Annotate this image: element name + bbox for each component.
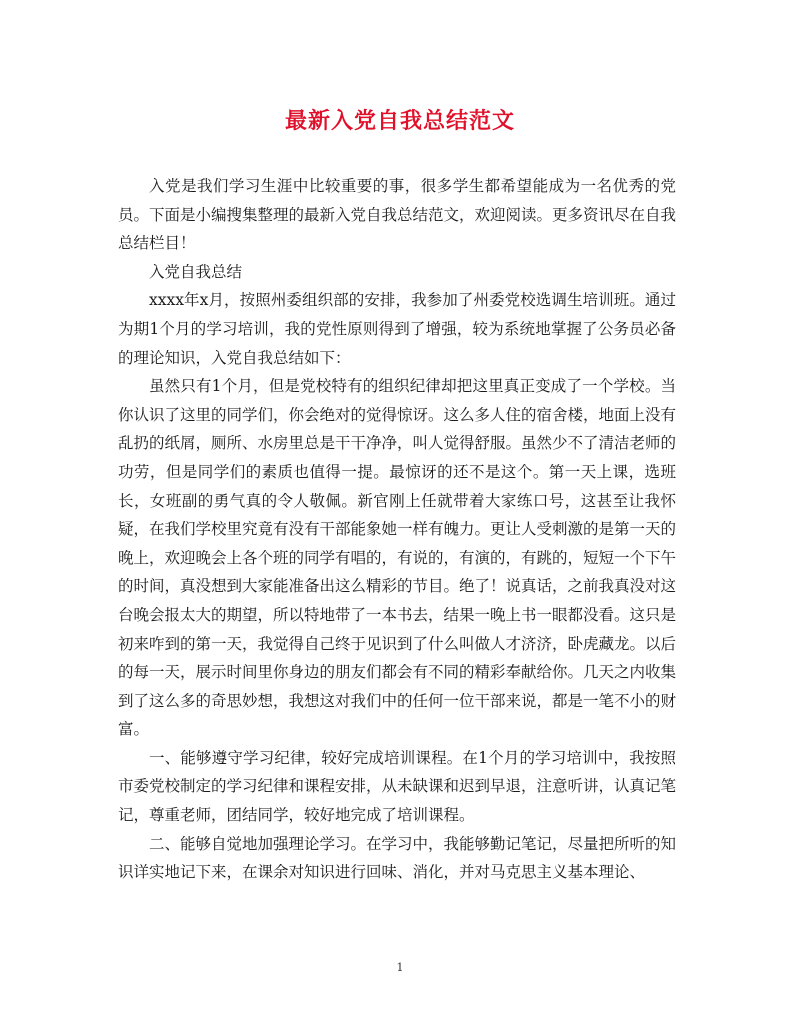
page-number: 1 — [396, 961, 404, 974]
document-body — [118, 172, 676, 887]
body-paragraph: 虽然只有1个月，但是党校特有的组织纪律却把这里真正变成了一个学校。当你认识了这里的同学们，你会绝对的觉得惊讶。这么多人住的宿舍楼，地面上没有乱扔的纸屑，厕所、水房里总是干干净净，叫人觉得舒服。虽然少不了清洁老师的功劳，但是同学们的素质也值得一提。最惊讶的还不是这个。第一天上课，选班长，女班副的勇气真的令人敬佩。新官刚上任就带着大家练口号，这甚至让我怀疑，在我们学校里究竟有没有干部能象她一样有魄力。更让人受刺激的是第一天的晚上，欢迎晚会上各个班的同学有唱的，有说的，有演的，有跳的，短短一个下午的时间，真没想到大家能准备出这么精彩的节目。绝了！说真话，之前我真没对这台晚会报太大的期望，所以特地带了一本书去，结果一晚上书一眼都没看。这只是初来咋到的第一天，我觉得自己终于见识到了什么叫做人才济济，卧虎藏龙。以后的每一天，展示时间里你身边的朋友们都会有不同的精彩奉献给你。几天之内收集到了这么多的奇思妙想，我想这对我们中的任何一位干部来说，都是一笔不小的财富。 — [118, 377, 677, 739]
body-paragraph: 一、能够遵守学习纪律，较好完成培训课程。在1个月的学习培训中，我按照市委党校制定的学习纪律和课程安排，从未缺课和迟到早退，注意听讲，认真记笔记，尊重老师，团结同学，较好地完成了培训课程。 — [118, 748, 677, 825]
body-paragraph: xxxx年x月，按照州委组织部的安排，我参加了州委党校选调生培训班。通过为期1个月的学习培训，我的党性原则得到了增强，较为系统地掌握了公务员必备的理论知识，入党自我总结如下： — [118, 291, 676, 367]
document-title: 最新入党自我总结范文 — [284, 108, 515, 134]
section-heading: 入党自我总结 — [149, 262, 243, 281]
intro-paragraph: 入党是我们学习生涯中比较重要的事，很多学生都希望能成为一名优秀的党员。下面是小编搜集整理的最新入党自我总结范文，欢迎阅读。更多资讯尽在自我总结栏目！ — [118, 177, 677, 253]
body-paragraph: 二、能够自觉地加强理论学习。在学习中，我能够勤记笔记，尽量把所听的知识详实地记下来，在课余对知识进行回味、消化，并对马克思主义基本理论、 — [118, 834, 677, 882]
